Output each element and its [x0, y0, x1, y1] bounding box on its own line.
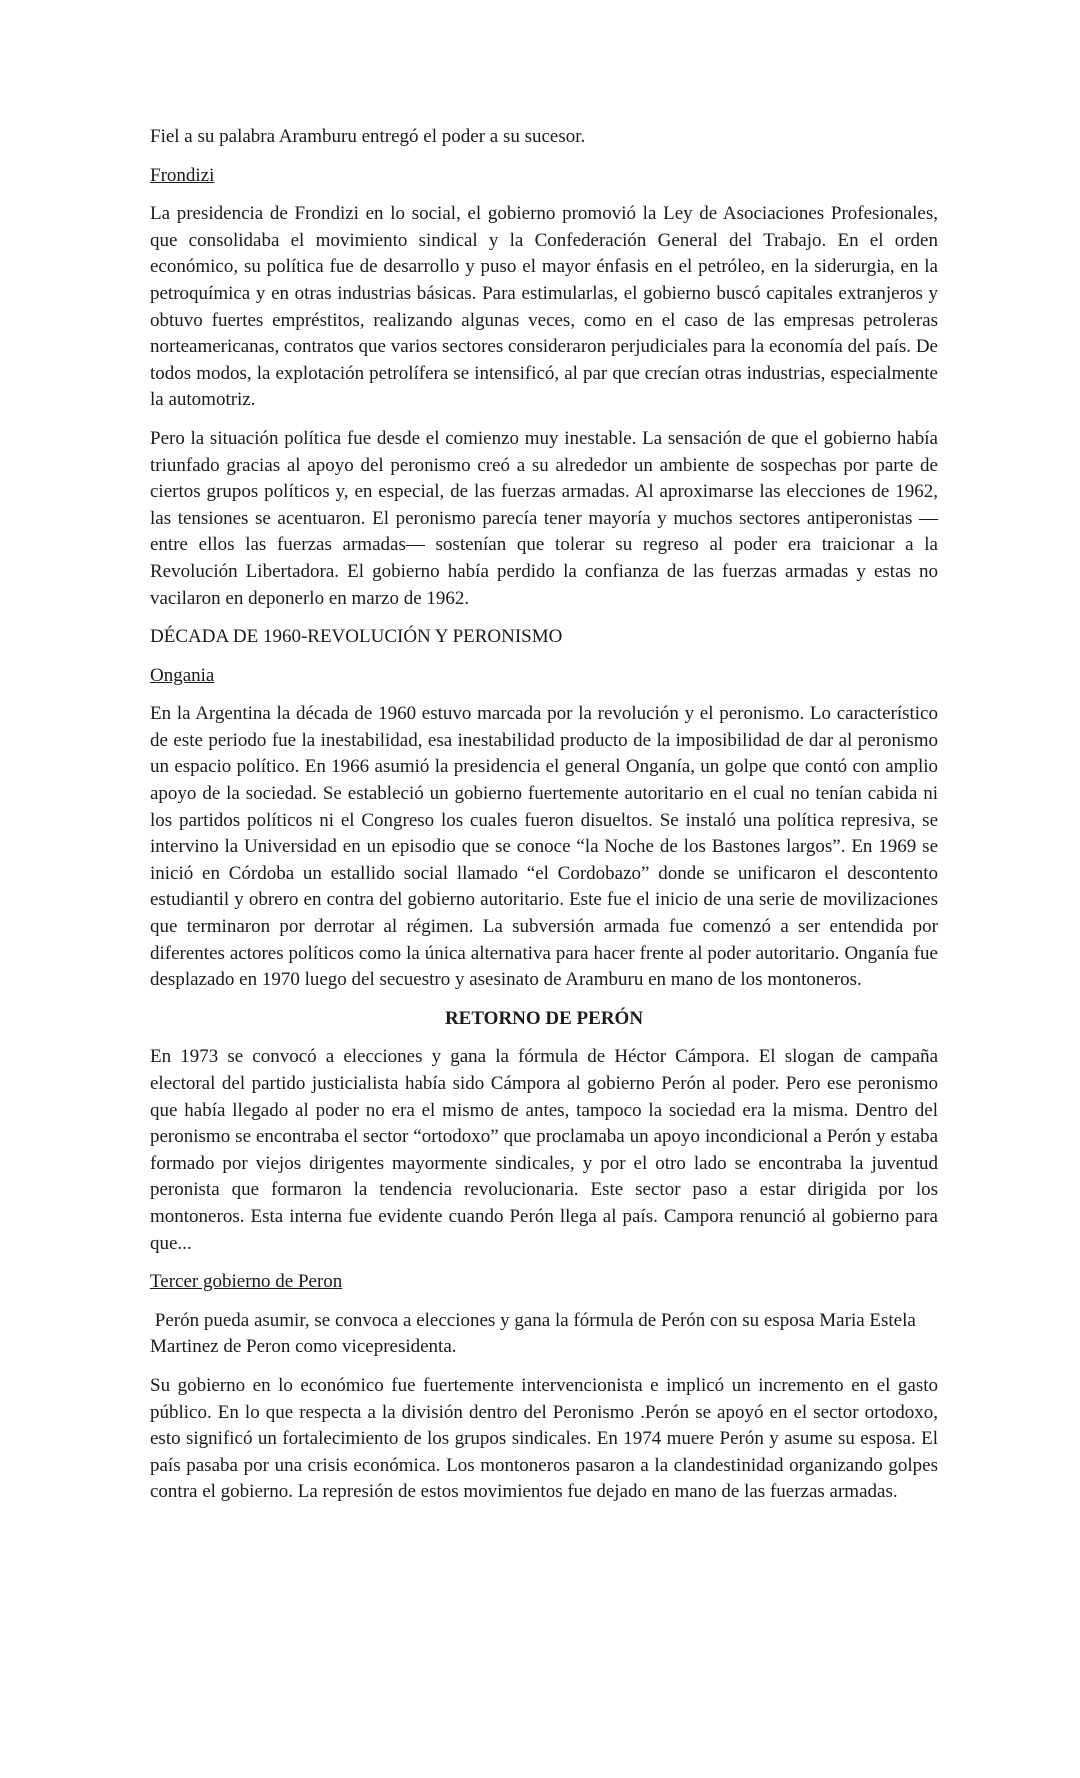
document-page — [150, 124, 938, 1518]
intro-line: Fiel a su palabra Aramburu entregó el poder a su sucesor. — [150, 126, 586, 147]
section-title-decada-1960: DÉCADA DE 1960-REVOLUCIÓN Y PERONISMO — [150, 626, 563, 648]
paragraph-retorno-1: En 1973 se convocó a elecciones y gana la fórmula de Héctor Cámpora. El slogan de campaña electoral del partido justicialista había sido Cámpora al gobierno Perón al poder. Pero ese peronismo que había llegado al poder no era el mismo de antes, tampoco la sociedad era la misma. Dentro del peronismo se encontraba el sector “ortodoxo” que proclamaba un apoyo incondicional a Perón y estaba formado por viejos dirigentes mayormente sindicales, y por el otro lado se encontraba la juventud peronista que formaron la tendencia revolucionaria. Este sector paso a estar dirigida por los montoneros. Esta interna fue evidente cuando Perón llega al país. Campora renunció al gobierno para que... — [150, 1046, 938, 1254]
section-title-retorno-de-peron: RETORNO DE PERÓN — [444, 1007, 644, 1029]
section-heading-frondizi: Frondizi — [150, 164, 215, 186]
paragraph-ongania-1: En la Argentina la década de 1960 estuvo marcada por la revolución y el peronismo. Lo característico de este periodo fue la inestabilidad, esa inestabilidad producto de la imposibilidad de dar al peronismo un espacio político. En 1966 asumió la presidencia el general Onganía, un golpe que contó con amplio apoyo de la sociedad. Se estableció un gobierno fuertemente autoritario en el cual no tenían cabida ni los partidos políticos ni el Congreso los cuales fueron disueltos. Se instaló una política represiva, se intervino la Universidad en un episodio que se conoce “la Noche de los Bastones largos”. En 1969 se inició en Córdoba un estallido social llamado “el Cordobazo” donde se unificaron el descontento estudiantil y obrero en contra del gobierno autoritario. Este fue el inicio de una serie de movilizaciones que terminaron por derrotar al régimen. La subversión armada fue comenzó a ser entendida por diferentes actores políticos como la única alternativa para hacer frente al poder autoritario. Onganía fue desplazado en 1970 luego del secuestro y asesinato de Aramburu en mano de los montoneros. — [150, 703, 938, 991]
section-heading-ongania: Ongania — [150, 664, 215, 686]
paragraph-frondizi-1: La presidencia de Frondizi en lo social, el gobierno promovió la Ley de Asociaciones Profesionales, que consolidaba el movimiento sindical y la Confederación General del Trabajo. En el orden económico, su política fue de desarrollo y puso el mayor énfasis en el petróleo, en la siderurgia, en la petroquímica y en otras industrias básicas. Para estimularlas, el gobierno buscó capitales extranjeros y obtuvo fuertes empréstitos, realizando algunas veces, como en el caso de las empresas petroleras norteamericanas, contratos que varios sectores consideraron perjudiciales para la economía del país. De todos modos, la explotación petrolífera se intensificó, al par que crecían otras industrias, especialmente la automotriz. — [150, 203, 938, 411]
paragraph-tercer-gobierno-1: Perón pueda asumir, se convoca a elecciones y gana la fórmula de Perón con su esposa Maria Estela Martinez de Peron como vicepresidenta. — [150, 1309, 921, 1358]
section-heading-tercer-gobierno: Tercer gobierno de Peron — [150, 1271, 343, 1293]
paragraph-tercer-gobierno-2: Su gobierno en lo económico fue fuertemente intervencionista e implicó un incremento en el gasto público. En lo que respecta a la división dentro del Peronismo .Perón se apoyó en el sector ortodoxo, esto significó un fortalecimiento de los grupos sindicales. En 1974 muere Perón y asume su esposa. El país pasaba por una crisis económica. Los montoneros pasaron a la clandestinidad organizando golpes contra el gobierno. La represión de estos movimientos fue dejado en mano de las fuerzas armadas. — [150, 1374, 938, 1503]
paragraph-frondizi-2: Pero la situación política fue desde el comienzo muy inestable. La sensación de que el gobierno había triunfado gracias al apoyo del peronismo creó a su alrededor un ambiente de sospechas por parte de ciertos grupos políticos y, en especial, de las fuerzas armadas. Al aproximarse las elecciones de 1962, las tensiones se acentuaron. El peronismo parecía tener mayoría y muchos sectores antiperonistas —entre ellos las fuerzas armadas— sostenían que tolerar su regreso al poder era traicionar a la Revolución Libertadora. El gobierno había perdido la confianza de las fuerzas armadas y estas no vacilaron en deponerlo en marzo de 1962. — [150, 427, 938, 609]
